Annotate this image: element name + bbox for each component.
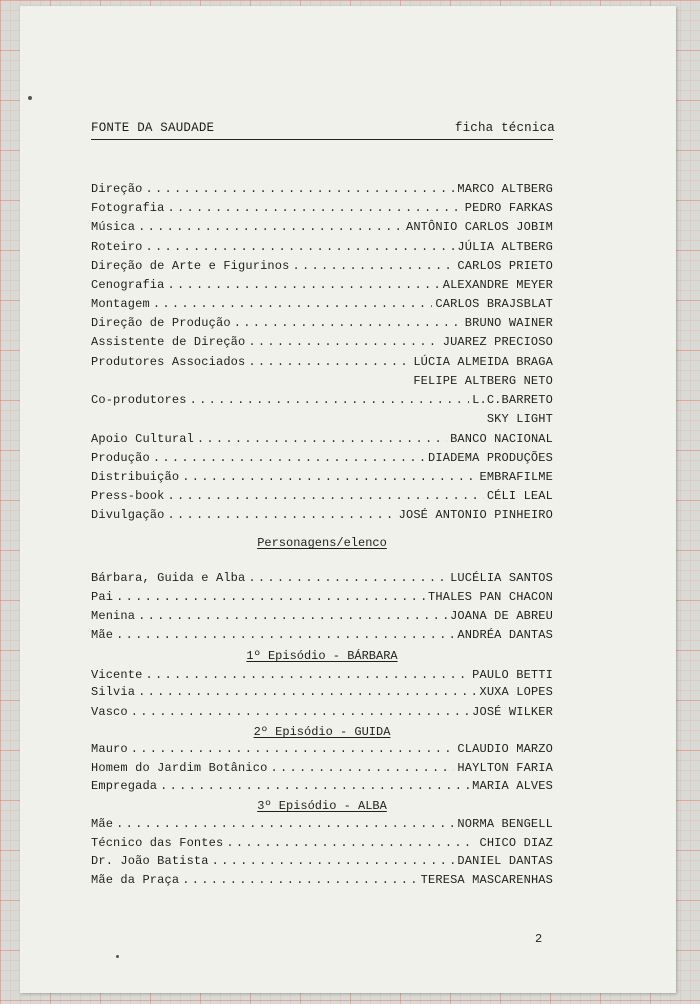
episode-heading xyxy=(91,799,553,813)
episode-heading xyxy=(91,649,553,663)
credit-name: EMBRAFILME xyxy=(479,470,553,484)
actor-name: PAULO BETTI xyxy=(472,668,553,682)
credit-row xyxy=(91,182,553,200)
dot-leader xyxy=(168,489,484,503)
dot-leader xyxy=(131,705,469,719)
credit-name: ALEXANDRE MEYER xyxy=(442,278,553,292)
cast-heading xyxy=(91,536,553,550)
credit-row xyxy=(91,508,553,526)
header-subtitle: ficha técnica xyxy=(454,121,555,135)
credit-row xyxy=(91,451,553,469)
cast-row xyxy=(91,742,553,760)
dot-leader xyxy=(190,393,470,407)
cast-row xyxy=(91,609,553,627)
credit-name: JUAREZ PRECIOSO xyxy=(442,335,553,349)
credit-row xyxy=(91,259,553,277)
dot-leader xyxy=(145,668,469,682)
character-name: Mauro xyxy=(91,742,128,756)
credit-name: ANTÔNIO CARLOS JOBIM xyxy=(405,220,553,234)
character-name: Mãe da Praça xyxy=(91,873,180,887)
character-name: Vicente xyxy=(91,668,143,682)
dot-leader xyxy=(153,451,425,465)
credit-role: Distribuição xyxy=(91,470,180,484)
credit-name: JOSÉ ANTONIO PINHEIRO xyxy=(398,508,553,522)
actor-name: HAYLTON FARIA xyxy=(457,761,553,775)
dot-leader xyxy=(248,335,439,349)
credit-role: Apoio Cultural xyxy=(91,432,194,446)
dot-leader xyxy=(160,779,469,793)
actor-name: TERESA MASCARENHAS xyxy=(420,873,553,887)
dot-leader xyxy=(145,182,454,196)
dot-leader xyxy=(212,854,455,868)
dot-leader xyxy=(197,432,447,446)
dot-leader xyxy=(116,628,454,642)
cast-row xyxy=(91,590,553,608)
credit-role: Assistente de Direção xyxy=(91,335,246,349)
credit-role: Música xyxy=(91,220,136,234)
dot-leader xyxy=(168,201,462,215)
credit-row xyxy=(91,240,553,258)
credit-role: Fotografia xyxy=(91,201,165,215)
cast-row xyxy=(91,854,553,872)
dot-leader xyxy=(292,259,454,273)
credit-role: Roteiro xyxy=(91,240,143,254)
credit-name: FELIPE ALTBERG NETO xyxy=(413,374,553,388)
actor-name: THALES PAN CHACON xyxy=(428,590,553,604)
character-name: Silvia xyxy=(91,685,136,699)
credit-role: Divulgação xyxy=(91,508,165,522)
cast-row xyxy=(91,685,553,703)
cast-row xyxy=(91,873,553,891)
dot-leader xyxy=(145,240,454,254)
cast-row xyxy=(91,628,553,646)
credit-row xyxy=(91,297,553,315)
credit-role: Press-book xyxy=(91,489,165,503)
actor-name: JOANA DE ABREU xyxy=(450,609,553,623)
episode-title: 3º Episódio - ALBA xyxy=(257,799,387,813)
actor-name: CHICO DIAZ xyxy=(479,836,553,850)
episode-title: 1º Episódio - BÁRBARA xyxy=(246,649,398,663)
credit-role: Direção de Arte e Figurinos xyxy=(91,259,290,273)
dot-leader xyxy=(248,355,410,369)
dot-leader xyxy=(138,609,447,623)
actor-name: CLAUDIO MARZO xyxy=(457,742,553,756)
credit-role: Produção xyxy=(91,451,150,465)
credit-name: MARCO ALTBERG xyxy=(457,182,553,196)
credit-role: Co-produtores xyxy=(91,393,187,407)
credit-name: LÚCIA ALMEIDA BRAGA xyxy=(413,355,553,369)
character-name: Mãe xyxy=(91,628,114,642)
dot-leader xyxy=(168,508,396,522)
credit-name: SKY LIGHT xyxy=(486,412,553,426)
credit-row xyxy=(91,220,553,238)
actor-name: DANIEL DANTAS xyxy=(457,854,553,868)
credit-name: L.C.BARRETO xyxy=(472,393,553,407)
credit-row xyxy=(91,355,553,373)
header-title: FONTE DA SAUDADE xyxy=(91,121,215,135)
character-name: Técnico das Fontes xyxy=(91,836,224,850)
credit-name: JÚLIA ALTBERG xyxy=(457,240,553,254)
credit-row xyxy=(91,393,553,411)
cast-heading-text: Personagens/elenco xyxy=(257,536,387,550)
credit-row xyxy=(91,201,553,219)
credit-row xyxy=(91,470,553,488)
dot-leader xyxy=(182,873,417,887)
cast-row xyxy=(91,571,553,589)
character-name: Pai xyxy=(91,590,114,604)
header-divider xyxy=(91,139,553,140)
character-name: Dr. João Batista xyxy=(91,854,209,868)
actor-name: ANDRÉA DANTAS xyxy=(457,628,553,642)
character-name: Menina xyxy=(91,609,136,623)
punch-mark xyxy=(28,96,32,100)
credit-role: Direção xyxy=(91,182,143,196)
credit-name: PEDRO FARKAS xyxy=(464,201,553,215)
cast-row xyxy=(91,779,553,797)
dot-leader xyxy=(153,297,433,311)
cast-row xyxy=(91,761,553,779)
actor-name: MARIA ALVES xyxy=(472,779,553,793)
credit-name: CÉLI LEAL xyxy=(486,489,553,503)
credit-role: Direção de Produção xyxy=(91,316,231,330)
dot-leader xyxy=(248,571,447,585)
episode-heading xyxy=(91,725,553,739)
credit-row xyxy=(91,316,553,334)
credit-name: DIADEMA PRODUÇÕES xyxy=(428,451,553,465)
cast-row xyxy=(91,705,553,723)
credit-name: CARLOS BRAJSBLAT xyxy=(435,297,553,311)
character-name: Homem do Jardim Botânico xyxy=(91,761,268,775)
dot-leader xyxy=(138,685,476,699)
dot-leader xyxy=(168,278,440,292)
dot-leader xyxy=(182,470,476,484)
character-name: Empregada xyxy=(91,779,158,793)
credit-name: BRUNO WAINER xyxy=(464,316,553,330)
credit-row xyxy=(91,278,553,296)
credit-row xyxy=(91,489,553,507)
actor-name: JOSÉ WILKER xyxy=(472,705,553,719)
character-name: Bárbara, Guida e Alba xyxy=(91,571,246,585)
credit-name: BANCO NACIONAL xyxy=(450,432,553,446)
character-name: Vasco xyxy=(91,705,128,719)
credit-row xyxy=(91,335,553,353)
dot-leader xyxy=(270,761,454,775)
dot-leader xyxy=(226,836,476,850)
dot-leader xyxy=(116,817,454,831)
credit-row-continued xyxy=(91,374,553,392)
cast-row xyxy=(91,836,553,854)
credit-name: CARLOS PRIETO xyxy=(457,259,553,273)
actor-name: XUXA LOPES xyxy=(479,685,553,699)
character-name: Mãe xyxy=(91,817,114,831)
credit-role: Montagem xyxy=(91,297,150,311)
page-number: 2 xyxy=(535,932,543,946)
credit-row-continued xyxy=(91,412,553,430)
dot-leader xyxy=(131,742,455,756)
credit-row xyxy=(91,432,553,450)
page-header xyxy=(91,121,553,135)
dot-leader xyxy=(116,590,425,604)
credit-role: Cenografia xyxy=(91,278,165,292)
cast-row xyxy=(91,817,553,835)
actor-name: LUCÉLIA SANTOS xyxy=(450,571,553,585)
punch-mark xyxy=(116,955,119,958)
cast-row xyxy=(91,668,553,686)
episode-title: 2º Episódio - GUIDA xyxy=(253,725,391,739)
dot-leader xyxy=(234,316,462,330)
credit-role: Produtores Associados xyxy=(91,355,246,369)
actor-name: NORMA BENGELL xyxy=(457,817,553,831)
dot-leader xyxy=(138,220,403,234)
